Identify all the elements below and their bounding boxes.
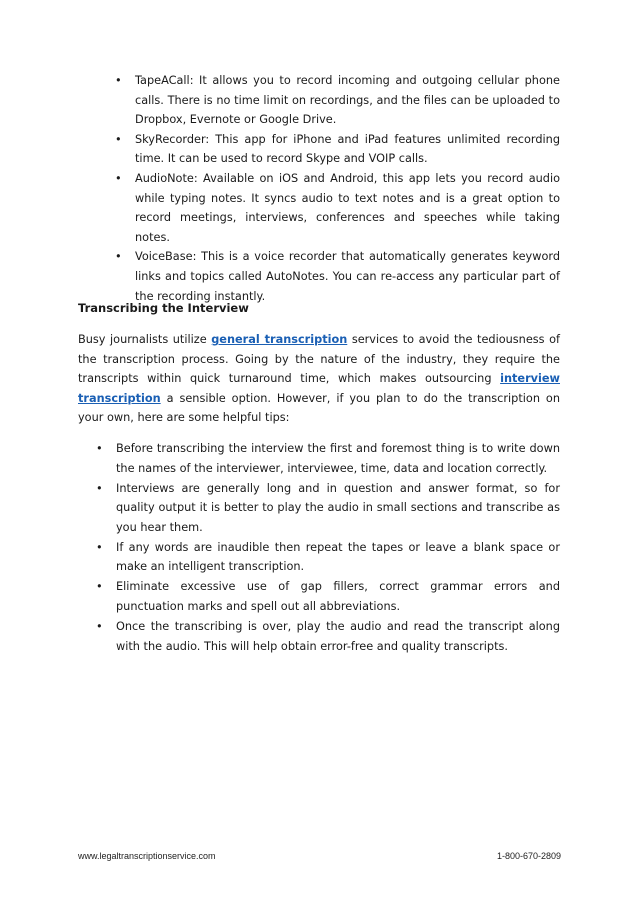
interview-transcription-link[interactable]: interview transcription: [78, 372, 560, 405]
list-item-text: Eliminate excessive use of gap fillers, correct grammar errors and punctuation marks and spell out all abbreviations.: [116, 580, 560, 613]
list-item-text: Interviews are generally long and in question and answer format, so for quality output it is better to play the audio in small sections and transcribe as you hear them.: [116, 481, 560, 534]
list-item: [0, 479, 638, 538]
bullet-icon: •: [115, 132, 122, 146]
list-item: [0, 247, 638, 306]
recording-apps-list: [0, 71, 638, 306]
list-item: [0, 617, 638, 656]
list-item-text: Before transcribing the interview the first and foremost thing is to write down the names of the interviewer, interviewee, time, data and location correctly.: [116, 442, 560, 475]
paragraph-text: Busy journalists utilize: [78, 333, 212, 346]
list-item: [0, 439, 638, 478]
footer-website: www.legaltranscriptionservice.com: [78, 851, 216, 861]
list-item: [0, 169, 638, 247]
bullet-icon: •: [115, 74, 122, 87]
list-item-text: TapeACall: It allows you to record incoming and outgoing cellular phone calls. There is no time limit on recordings, and the files can be uploaded to Dropbox, Evernote or Google Drive.: [135, 74, 560, 127]
list-item: [0, 130, 638, 169]
bullet-icon: •: [115, 250, 122, 264]
list-item-text: Once the transcribing is over, play the audio and read the transcript along with the audio. This will help obtain error-free and quality transcripts.: [116, 619, 560, 653]
intro-paragraph: [78, 330, 560, 428]
section-heading: Transcribing the Interview: [78, 301, 249, 315]
list-item-text: VoiceBase: This is a voice recorder that automatically generates keyword links and topics called AutoNotes. You can re-access any particular part of the recording instantly.: [135, 250, 560, 303]
bullet-icon: •: [96, 619, 103, 633]
tips-list: [0, 439, 638, 656]
page-footer: [78, 851, 561, 861]
bullet-icon: •: [96, 442, 103, 455]
list-item: [0, 577, 638, 616]
list-item-text: If any words are inaudible then repeat the tapes or leave a blank space or make an intelligent transcription.: [116, 540, 560, 574]
list-item-text: AudioNote: Available on iOS and Android, this app lets you record audio while typing notes. It syncs audio to text notes and is a great option to record meetings, interviews, conferences and speeches while taking notes.: [135, 171, 560, 244]
paragraph-text: services to avoid the tediousness of the transcription process. Going by the nature of the industry, they require the transcripts within quick turnaround time, which makes outsourcing: [78, 333, 560, 386]
bullet-icon: •: [96, 580, 103, 594]
bullet-icon: •: [115, 171, 122, 185]
bullet-icon: •: [96, 481, 103, 495]
list-item: [0, 71, 638, 130]
paragraph-text: a sensible option. However, if you plan to do the transcription on your own, here are some helpful tips:: [78, 391, 560, 425]
general-transcription-link[interactable]: general transcription: [211, 333, 348, 346]
list-item: [0, 538, 638, 577]
list-item-text: SkyRecorder: This app for iPhone and iPad features unlimited recording time. It can be used to record Skype and VOIP calls.: [135, 132, 560, 166]
footer-phone: 1-800-670-2809: [496, 851, 561, 861]
bullet-icon: •: [96, 540, 103, 554]
